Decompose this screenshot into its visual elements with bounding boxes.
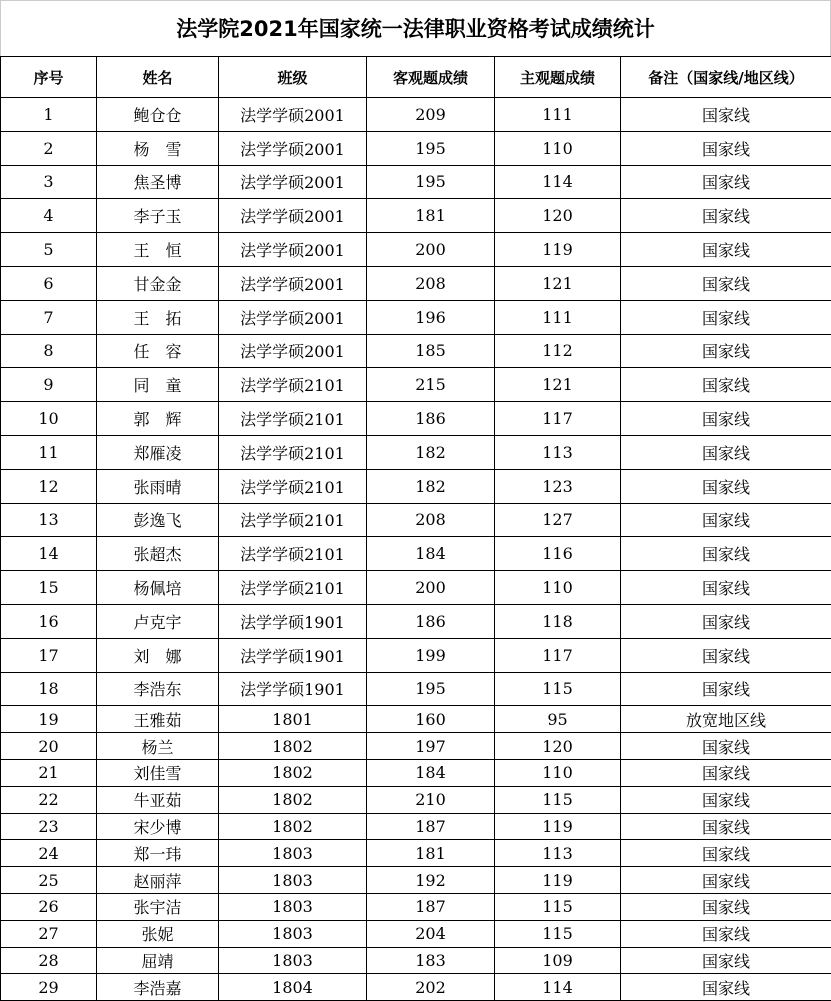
class-cell: 法学学硕2001 (219, 199, 367, 233)
objective-score-cell: 187 (367, 813, 495, 840)
index-cell: 3 (1, 165, 97, 199)
remark-cell: 国家线 (621, 786, 831, 813)
objective-score-cell: 202 (367, 974, 495, 1001)
subjective-score-cell: 111 (495, 98, 621, 132)
remark-cell: 国家线 (621, 604, 831, 638)
remark-cell: 国家线 (621, 233, 831, 267)
subjective-score-cell: 120 (495, 733, 621, 760)
index-cell: 8 (1, 334, 97, 368)
class-cell: 1802 (219, 759, 367, 786)
remark-cell: 放宽地区线 (621, 706, 831, 733)
name-cell: 张雨晴 (97, 469, 219, 503)
index-cell: 12 (1, 469, 97, 503)
class-cell: 法学学硕1901 (219, 638, 367, 672)
name-cell: 王 拓 (97, 300, 219, 334)
class-cell: 1803 (219, 920, 367, 947)
table-row (1, 503, 831, 537)
index-cell: 25 (1, 867, 97, 894)
index-cell: 6 (1, 266, 97, 300)
name-cell: 刘佳雪 (97, 759, 219, 786)
objective-score-cell: 208 (367, 266, 495, 300)
subjective-score-cell: 113 (495, 840, 621, 867)
name-cell: 宋少博 (97, 813, 219, 840)
class-cell: 法学学硕2101 (219, 571, 367, 605)
objective-score-cell: 181 (367, 199, 495, 233)
class-cell: 1803 (219, 867, 367, 894)
table-row (1, 402, 831, 436)
index-cell: 14 (1, 537, 97, 571)
table-row (1, 947, 831, 974)
table-row (1, 638, 831, 672)
objective-score-cell: 184 (367, 537, 495, 571)
table-row (1, 334, 831, 368)
name-cell: 任 容 (97, 334, 219, 368)
subjective-score-cell: 121 (495, 266, 621, 300)
table-row (1, 300, 831, 334)
class-cell: 法学学硕2101 (219, 469, 367, 503)
remark-cell: 国家线 (621, 537, 831, 571)
index-cell: 24 (1, 840, 97, 867)
subjective-score-cell: 109 (495, 947, 621, 974)
subjective-score-cell: 116 (495, 537, 621, 571)
name-cell: 郑一玮 (97, 840, 219, 867)
subjective-score-cell: 115 (495, 672, 621, 706)
objective-score-cell: 199 (367, 638, 495, 672)
subjective-score-cell: 114 (495, 974, 621, 1001)
remark-cell: 国家线 (621, 733, 831, 760)
name-cell: 彭逸飞 (97, 503, 219, 537)
table-row (1, 199, 831, 233)
table-row (1, 165, 831, 199)
table-row (1, 920, 831, 947)
table-row (1, 974, 831, 1001)
header-remark: 备注（国家线/地区线） (621, 57, 831, 98)
class-cell: 法学学硕2101 (219, 402, 367, 436)
remark-cell: 国家线 (621, 165, 831, 199)
name-cell: 王雅茹 (97, 706, 219, 733)
subjective-score-cell: 113 (495, 435, 621, 469)
class-cell: 法学学硕2001 (219, 300, 367, 334)
subjective-score-cell: 120 (495, 199, 621, 233)
header-subjective-score: 主观题成绩 (495, 57, 621, 98)
subjective-score-cell: 119 (495, 813, 621, 840)
objective-score-cell: 186 (367, 402, 495, 436)
subjective-score-cell: 115 (495, 920, 621, 947)
index-cell: 11 (1, 435, 97, 469)
score-table (0, 56, 831, 1001)
name-cell: 刘 娜 (97, 638, 219, 672)
index-cell: 29 (1, 974, 97, 1001)
table-row (1, 469, 831, 503)
index-cell: 21 (1, 759, 97, 786)
index-cell: 26 (1, 893, 97, 920)
subjective-score-cell: 111 (495, 300, 621, 334)
objective-score-cell: 181 (367, 840, 495, 867)
header-row (1, 57, 831, 98)
remark-cell: 国家线 (621, 300, 831, 334)
table-row (1, 131, 831, 165)
table-row (1, 571, 831, 605)
name-cell: 同 童 (97, 368, 219, 402)
index-cell: 22 (1, 786, 97, 813)
objective-score-cell: 182 (367, 435, 495, 469)
class-cell: 1801 (219, 706, 367, 733)
index-cell: 13 (1, 503, 97, 537)
remark-cell: 国家线 (621, 131, 831, 165)
subjective-score-cell: 114 (495, 165, 621, 199)
class-cell: 法学学硕2001 (219, 165, 367, 199)
name-cell: 杨兰 (97, 733, 219, 760)
remark-cell: 国家线 (621, 402, 831, 436)
index-cell: 7 (1, 300, 97, 334)
table-row (1, 813, 831, 840)
index-cell: 27 (1, 920, 97, 947)
remark-cell: 国家线 (621, 840, 831, 867)
name-cell: 甘金金 (97, 266, 219, 300)
remark-cell: 国家线 (621, 334, 831, 368)
subjective-score-cell: 123 (495, 469, 621, 503)
table-row (1, 840, 831, 867)
table-row (1, 733, 831, 760)
index-cell: 19 (1, 706, 97, 733)
header-objective-score: 客观题成绩 (367, 57, 495, 98)
objective-score-cell: 200 (367, 233, 495, 267)
table-row (1, 706, 831, 733)
remark-cell: 国家线 (621, 368, 831, 402)
name-cell: 鲍仓仓 (97, 98, 219, 132)
class-cell: 法学学硕2001 (219, 266, 367, 300)
index-cell: 4 (1, 199, 97, 233)
subjective-score-cell: 112 (495, 334, 621, 368)
remark-cell: 国家线 (621, 571, 831, 605)
class-cell: 1802 (219, 786, 367, 813)
table-row (1, 435, 831, 469)
objective-score-cell: 196 (367, 300, 495, 334)
class-cell: 法学学硕1901 (219, 604, 367, 638)
remark-cell: 国家线 (621, 867, 831, 894)
objective-score-cell: 200 (367, 571, 495, 605)
subjective-score-cell: 127 (495, 503, 621, 537)
index-cell: 28 (1, 947, 97, 974)
subjective-score-cell: 95 (495, 706, 621, 733)
class-cell: 法学学硕2001 (219, 98, 367, 132)
table-row (1, 537, 831, 571)
table-row (1, 786, 831, 813)
index-cell: 1 (1, 98, 97, 132)
index-cell: 5 (1, 233, 97, 267)
class-cell: 法学学硕2001 (219, 131, 367, 165)
subjective-score-cell: 117 (495, 402, 621, 436)
objective-score-cell: 185 (367, 334, 495, 368)
table-row (1, 98, 831, 132)
name-cell: 李浩东 (97, 672, 219, 706)
class-cell: 1802 (219, 733, 367, 760)
class-cell: 法学学硕2101 (219, 503, 367, 537)
objective-score-cell: 160 (367, 706, 495, 733)
name-cell: 张超杰 (97, 537, 219, 571)
name-cell: 杨 雪 (97, 131, 219, 165)
subjective-score-cell: 117 (495, 638, 621, 672)
index-cell: 20 (1, 733, 97, 760)
name-cell: 卢克宇 (97, 604, 219, 638)
remark-cell: 国家线 (621, 947, 831, 974)
class-cell: 法学学硕2101 (219, 368, 367, 402)
index-cell: 10 (1, 402, 97, 436)
objective-score-cell: 210 (367, 786, 495, 813)
subjective-score-cell: 110 (495, 131, 621, 165)
class-cell: 法学学硕2001 (219, 334, 367, 368)
class-cell: 1803 (219, 947, 367, 974)
remark-cell: 国家线 (621, 266, 831, 300)
objective-score-cell: 215 (367, 368, 495, 402)
subjective-score-cell: 115 (495, 893, 621, 920)
index-cell: 16 (1, 604, 97, 638)
objective-score-cell: 204 (367, 920, 495, 947)
header-index: 序号 (1, 57, 97, 98)
class-cell: 法学学硕2001 (219, 233, 367, 267)
subjective-score-cell: 119 (495, 233, 621, 267)
remark-cell: 国家线 (621, 672, 831, 706)
name-cell: 王 恒 (97, 233, 219, 267)
table-row (1, 867, 831, 894)
name-cell: 郑雁凌 (97, 435, 219, 469)
name-cell: 李子玉 (97, 199, 219, 233)
remark-cell: 国家线 (621, 469, 831, 503)
subjective-score-cell: 110 (495, 759, 621, 786)
objective-score-cell: 192 (367, 867, 495, 894)
objective-score-cell: 209 (367, 98, 495, 132)
name-cell: 屈靖 (97, 947, 219, 974)
objective-score-cell: 197 (367, 733, 495, 760)
name-cell: 李浩嘉 (97, 974, 219, 1001)
class-cell: 1803 (219, 840, 367, 867)
remark-cell: 国家线 (621, 920, 831, 947)
index-cell: 2 (1, 131, 97, 165)
index-cell: 23 (1, 813, 97, 840)
header-class: 班级 (219, 57, 367, 98)
index-cell: 15 (1, 571, 97, 605)
table-row (1, 266, 831, 300)
remark-cell: 国家线 (621, 813, 831, 840)
name-cell: 杨佩培 (97, 571, 219, 605)
remark-cell: 国家线 (621, 435, 831, 469)
class-cell: 1803 (219, 893, 367, 920)
remark-cell: 国家线 (621, 503, 831, 537)
name-cell: 郭 辉 (97, 402, 219, 436)
remark-cell: 国家线 (621, 759, 831, 786)
table-row (1, 672, 831, 706)
class-cell: 法学学硕2101 (219, 435, 367, 469)
remark-cell: 国家线 (621, 893, 831, 920)
objective-score-cell: 208 (367, 503, 495, 537)
sheet-title: 法学院2021年国家统一法律职业资格考试成绩统计 (0, 0, 831, 56)
objective-score-cell: 195 (367, 131, 495, 165)
index-cell: 18 (1, 672, 97, 706)
objective-score-cell: 184 (367, 759, 495, 786)
subjective-score-cell: 121 (495, 368, 621, 402)
name-cell: 张妮 (97, 920, 219, 947)
remark-cell: 国家线 (621, 199, 831, 233)
table-row (1, 604, 831, 638)
objective-score-cell: 186 (367, 604, 495, 638)
objective-score-cell: 195 (367, 672, 495, 706)
subjective-score-cell: 118 (495, 604, 621, 638)
table-row (1, 893, 831, 920)
name-cell: 张宇洁 (97, 893, 219, 920)
table-row (1, 759, 831, 786)
class-cell: 1802 (219, 813, 367, 840)
subjective-score-cell: 119 (495, 867, 621, 894)
table-row (1, 368, 831, 402)
name-cell: 牛亚茹 (97, 786, 219, 813)
table-row (1, 233, 831, 267)
remark-cell: 国家线 (621, 98, 831, 132)
index-cell: 9 (1, 368, 97, 402)
remark-cell: 国家线 (621, 974, 831, 1001)
objective-score-cell: 183 (367, 947, 495, 974)
name-cell: 焦圣博 (97, 165, 219, 199)
class-cell: 1804 (219, 974, 367, 1001)
header-name: 姓名 (97, 57, 219, 98)
index-cell: 17 (1, 638, 97, 672)
objective-score-cell: 187 (367, 893, 495, 920)
name-cell: 赵丽萍 (97, 867, 219, 894)
objective-score-cell: 182 (367, 469, 495, 503)
subjective-score-cell: 110 (495, 571, 621, 605)
class-cell: 法学学硕2101 (219, 537, 367, 571)
remark-cell: 国家线 (621, 638, 831, 672)
objective-score-cell: 195 (367, 165, 495, 199)
class-cell: 法学学硕1901 (219, 672, 367, 706)
subjective-score-cell: 115 (495, 786, 621, 813)
